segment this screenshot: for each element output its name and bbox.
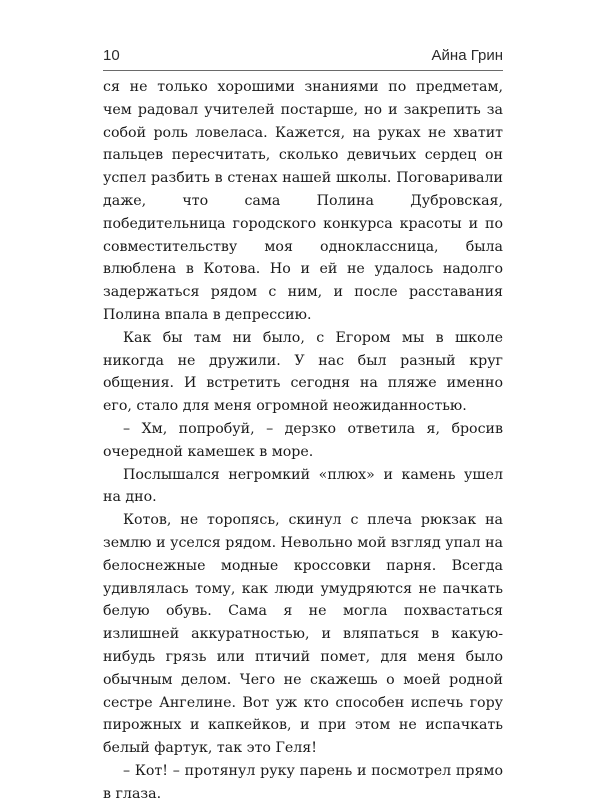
running-title-author: Айна Грин <box>431 47 503 64</box>
dialogue-line: – Хм, попробуй, – дерзко ответила я, бросив очередной камешек в море. <box>103 420 503 460</box>
page-number: 10 <box>103 47 120 64</box>
paragraph-continued: ся не только хорошими знаниями по предметам, чем радовал учителей постарше, но и закрепить за собой роль ловеласа. Кажется, на руках не хватит пальцев пересчитать, сколько девичьих сердец он успел разбить в стенах нашей школы. Поговаривали даже, что сама Полина Дубровская, победительница городского конкурса красоты и по совместительству моя одноклассница, была влюблена в Котова. Но и ей не удалось надолго задержаться рядом с ним, и после расставания Полина впала в депрессию. <box>103 79 503 323</box>
paragraph: Послышался негромкий «плюх» и камень ушел на дно. <box>103 466 503 506</box>
paragraph: Котов, не торопясь, скинул с плеча рюкзак на землю и уселся рядом. Невольно мой взгляд упал на белоснежные модные кроссовки парня. Всегда удивлялась тому, как люди умудряются не пачкать белую обувь. Сама я не могла похвастаться излишней аккуратностью, и вляпаться в какую-нибудь грязь или птичий помет, для меня было обычным делом. Чего не скажешь о моей родной сестре Ангелине. Вот уж кто способен испечь гору пирожных и капкейков, и при этом не испачкать белый фартук, так это Геля! <box>103 512 503 757</box>
page-header <box>103 44 503 71</box>
body-text <box>103 76 503 806</box>
paragraph: Как бы там ни было, с Егором мы в школе никогда не дружили. У нас был разный круг общения. И встретить сегодня на пляже именно его, стало для меня огромной неожиданностью. <box>103 329 503 415</box>
dialogue-line: – Кот! – протянул руку парень и посмотрел прямо в глаза. <box>103 762 503 802</box>
